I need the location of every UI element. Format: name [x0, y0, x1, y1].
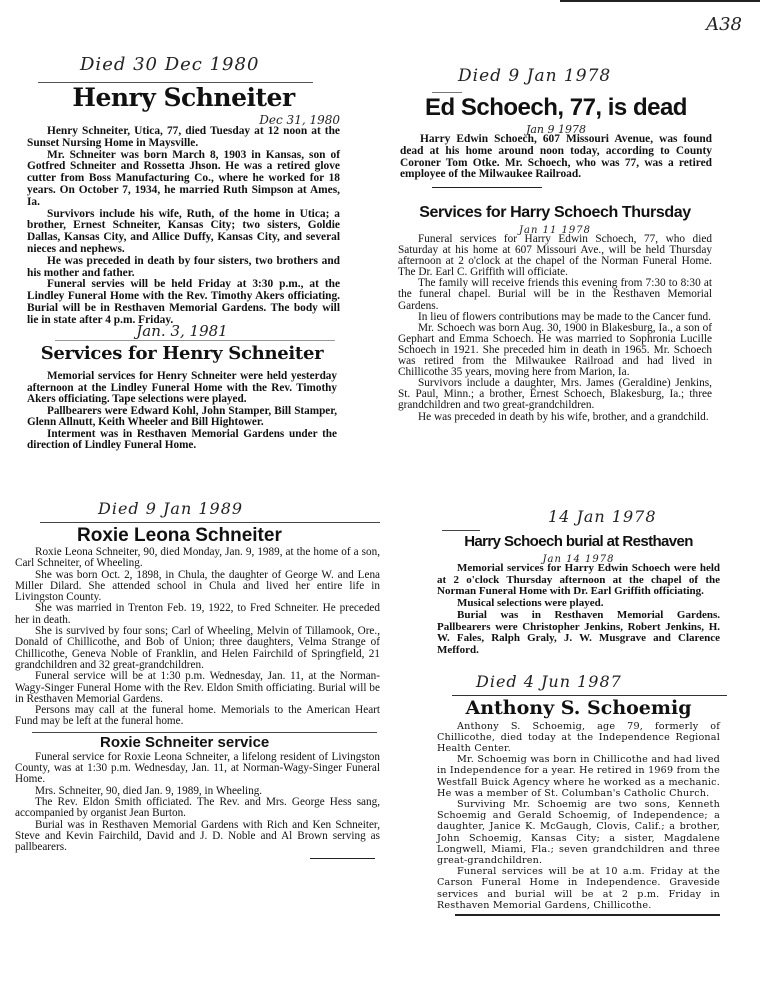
handwritten-date-row — [27, 322, 337, 340]
paragraph: Memorial services for Harry Edwin Schoech were held at 2 o'clock Thursday afternoon at the chapel of the Norman Funeral Home with Dr. Earl Griffith officiating. — [437, 562, 720, 598]
clip-harry-burial — [437, 506, 720, 657]
paragraph: Funeral service for Roxie Leona Schneiter, a lifelong resident of Livingston County, was at 1:30 p.m. Wednesday, Jan. 11, at Norman-Wagy-Singer Funeral Home. — [15, 750, 380, 786]
paragraph: Funeral service will be at 1:30 p.m. Wednesday, Jan. 11, at the Norman-Wagy-Singer Funeral Home with the Rev. Eldon Smith officiating. Burial will be in Resthaven Memorial Gardens. — [15, 670, 380, 705]
headline: Services for Henry Schneiter — [40, 343, 324, 364]
divider-rule — [452, 695, 727, 696]
clip-anthony-obituary — [437, 671, 720, 916]
handwritten-date-note: 14 Jan 1978 — [548, 507, 657, 526]
paragraph: Survivors include his wife, Ruth, of the home in Utica; a brother, Ernest Schneiter, Kansas City; two sisters, Goldie Dallas, Kansas City, and Allice Duffy, Kansas City, and several nieces and nephews. — [27, 207, 340, 255]
article-body — [15, 752, 380, 854]
clip-ed-obituary — [400, 94, 712, 188]
paragraph: Memorial services for Henry Schneiter were held yesterday afternoon at the Lindley Funeral Home with the Rev. Timothy Akers officiating. Tape selections were played. — [27, 370, 337, 405]
paragraph: Funeral services for Harry Edwin Schoech, 77, who died Saturday at his home at 607 Missouri Ave., will be held Thursday afternoon at 2 o'clock at the chapel of the Norman Funeral Home. The Dr. Earl C. Griffith will officiate. — [398, 233, 712, 279]
paragraph: The Rev. Eldon Smith officiated. The Rev. and Mrs. George Hess sang, accompanied by organist Jean Burton. — [15, 795, 380, 820]
paragraph: Funeral services will be at 10 a.m. Friday at the Carson Funeral Home in Independence. Graveside services and burial will be at 2 p.m. Friday in Resthaven Memorial Gardens, Chillicothe. — [437, 866, 720, 911]
paragraph: The family will receive friends this evening from 7:30 to 8:30 at the funeral chapel. Burial will be in the Resthaven Memorial Gardens. — [398, 277, 712, 312]
headline: Anthony S. Schoemig — [465, 696, 692, 719]
divider-rule — [432, 187, 542, 188]
paragraph: Henry Schneiter, Utica, 77, died Tuesday at 12 noon at the Sunset Nursing Home in Maysville. — [27, 125, 340, 149]
paragraph: Mr. Schoemig was born in Chillicothe and had lived in Independence for a year. He retired in 1969 from the Westfall Buick Agency where he worked as a mechanic. He was a member of St. Columban's Catholic Church. — [437, 754, 720, 799]
top-edge-rule — [560, 0, 760, 2]
clip-henry-services — [27, 322, 337, 452]
handwritten-died-note: Died 9 Jan 1978 — [458, 66, 612, 86]
headline: Services for Harry Schoech Thursday — [419, 204, 691, 221]
handwritten-died-note: Died 9 Jan 1989 — [98, 499, 244, 518]
handwritten-date-row — [437, 671, 720, 693]
paragraph: Interment was in Resthaven Memorial Gardens under the direction of Lindley Funeral Home. — [27, 427, 337, 451]
paragraph: Surviving Mr. Schoemig are two sons, Kenneth Schoemig and Gerald Schoemig, of Independence; a daughter, Janice K. McGaugh, Clovis, Calif.; a brother, John Schoemig, Kansas City; a sister, Magdalene Longwell, Miami, Fla.; seven grandchildren and three great-grandchildren. — [437, 799, 720, 867]
headline: Henry Schneiter — [72, 83, 295, 112]
paragraph: Funeral servies will be held Friday at 3:30 p.m., at the Lindley Funeral Home with the Rev. Timothy Akers officiating. Burial will be in Resthaven Memorial Gardens. The body will lie in state after 4 p.m. Friday. — [27, 278, 340, 326]
article-body — [437, 563, 720, 657]
article-body — [27, 371, 337, 452]
article-body — [400, 134, 712, 181]
paragraph: Mr. Schneiter was born March 8, 1903 in Kansas, son of Gotfred Schneiter and Rossetta Jhson. He was a retired glove cutter from Boss Manufacturing Co., where he worked for 18 years. On October 7, 1934, he married Ruth Simpson at Ames, Ia. — [27, 148, 340, 208]
clip-right-lower-column — [437, 506, 720, 916]
clip-harry-services — [398, 203, 712, 423]
divider-rule — [455, 914, 720, 916]
handwritten-date-row — [15, 498, 380, 520]
paragraph: He was preceded in death by four sisters, two brothers and his mother and father. — [27, 254, 340, 279]
paragraph: Roxie Leona Schneiter, 90, died Monday, Jan. 9, 1989, at the home of a son, Carl Schneiter, of Wheeling. — [15, 546, 380, 570]
paragraph: In lieu of flowers contributions may be made to the Cancer fund. — [418, 310, 712, 323]
paragraph: Mrs. Schneiter, 90, died Jan. 9, 1989, in Wheeling. — [35, 784, 263, 797]
divider-rule — [40, 522, 380, 523]
paragraph: Burial was in Resthaven Memorial Gardens. Pallbearers were Christopher Jenkins, Robert Jenkins, H. W. Fales, Ralph Graly, J. W. Musgrave and Clarence Mefford. — [437, 608, 720, 656]
headline: Roxie Schneiter service — [100, 733, 270, 751]
page-number-mark: A38 — [706, 14, 742, 35]
handwritten-date-note: Jan 11 1978 — [519, 225, 591, 236]
divider-rule — [442, 530, 480, 531]
paragraph: Burial was in Resthaven Memorial Gardens with Rich and Ken Schneiter, Steve and Kevin Fairchild, David and J. D. Noble and Al Brown serving as pallbearers. — [15, 818, 380, 854]
handwritten-date-note: Jan. 3, 1981 — [136, 322, 228, 340]
clip-roxie-service — [15, 732, 380, 860]
handwritten-date-note: Jan 9 1978 — [525, 123, 587, 136]
paragraph: Mr. Schoech was born Aug. 30, 1900 in Blakesburg, Ia., a son of Gephart and Emma Schoech. He was married to Sophronia Lucille Schoech in 1921. She preceded him in death in 1965. Mr. Schoech was retired from the Milwaukee Railroad and had lived in Chillicothe 35 years, moving here from Marion, Ia. — [398, 321, 712, 379]
article-body — [15, 547, 380, 728]
article-body — [398, 234, 712, 423]
handwritten-date-row — [437, 506, 720, 528]
divider-rule — [32, 732, 377, 733]
paragraph: Survivors include a daughter, Mrs. James (Geraldine) Jenkins, St. Paul, Minn.; a brother, Ernest Schoech, Blakesburg, Ia.; three grandchildren and two great-grandchildren. — [398, 377, 712, 412]
article-body — [27, 126, 340, 327]
divider-rule — [310, 858, 375, 859]
paragraph: She is survived by four sons; Carl of Wheeling, Melvin of Tillamook, Ore., Donald of Chillicothe, and Bob of Union; three daughters, Velma Strange of Chillicothe, Geneva Noble of Franklin, and Helen Fairchild of Springfield, 21 grandchildren and 32 great-grandchildren. — [15, 625, 380, 671]
handwritten-died-note: Died 30 Dec 1980 — [80, 54, 260, 75]
paragraph: She was born Oct. 2, 1898, in Chula, the daughter of George W. and Lena Miller Dilard. She attended school in Chula and lived her entire life in Livingston County. — [15, 568, 380, 604]
divider-rule — [432, 92, 462, 93]
paragraph: Musical selections were played. — [457, 597, 604, 610]
clip-henry-obituary — [27, 84, 340, 327]
handwritten-date-note: Jan 14 1978 — [542, 554, 615, 565]
handwritten-died-note: Died 4 Jun 1987 — [476, 671, 622, 691]
paragraph: She was married in Trenton Feb. 19, 1922, to Fred Schneiter. He preceded her in death. — [15, 602, 380, 626]
paragraph: He was preceded in death by his wife, brother, and a grandchild. — [418, 410, 709, 423]
headline: Harry Schoech burial at Resthaven — [464, 533, 693, 550]
paragraph: Anthony S. Schoemig, age 79, formerly of Chillicothe, died today at the Independence Regional Health Center. — [437, 720, 720, 755]
handwritten-date-note: Dec 31, 1980 — [259, 113, 340, 127]
headline: Roxie Leona Schneiter — [77, 525, 282, 546]
paragraph: Pallbearers were Edward Kohl, John Stamper, Bill Stamper, Glenn Allnutt, Keith Wheeler and Bill Hightower. — [27, 404, 337, 428]
paragraph: Persons may call at the funeral home. Memorials to the American Heart Fund may be left at the funeral home. — [15, 704, 380, 728]
article-body — [437, 721, 720, 911]
clip-roxie-obituary — [15, 498, 380, 859]
handwritten-date-row — [27, 112, 340, 126]
paragraph: Harry Edwin Schoech, 607 Missouri Avenue, was found dead at his home around noon today, according to County Coroner Tom Otke. Mr. Schoech, who was 77, was a retired employee of the Milwaukee Railroad. — [400, 133, 712, 181]
divider-rule — [55, 340, 335, 341]
headline: Ed Schoech, 77, is dead — [425, 94, 687, 121]
